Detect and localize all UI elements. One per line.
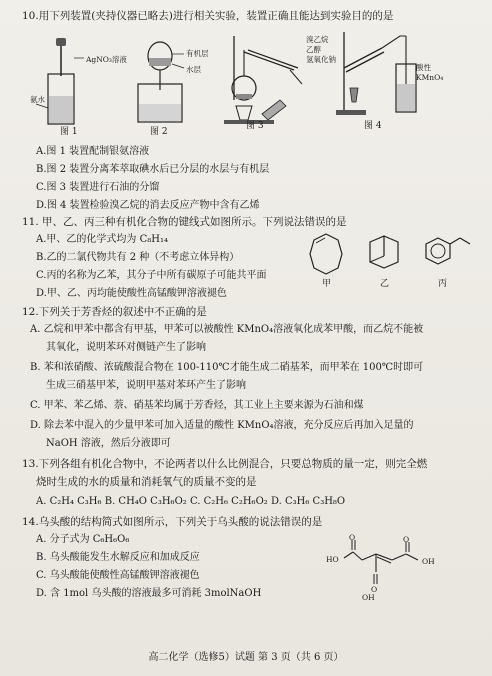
q10-option-d: D.图 4 装置检验溴乙烷的消去反应产物中含有乙烯: [36, 200, 260, 211]
q10-option-c: C.图 3 装置进行石油的分馏: [36, 182, 160, 193]
q11-option-a: A.甲、乙的化学式均为 C₈H₁₄: [36, 234, 168, 245]
figure-2: [128, 34, 198, 126]
page-footer: 高二化学（选修5）试题 第 3 页（共 6 页）: [148, 652, 344, 663]
q10-option-a: A.图 1 装置配制银氨溶液: [36, 146, 150, 157]
q10-option-b: B.图 2 装置分离苯萃取碘水后已分层的水层与有机层: [36, 164, 270, 175]
q12-line-d2: NaOH 溶液，然后分液即可: [46, 438, 171, 449]
fig3-reagent3-label: 氢氧化钠: [306, 55, 336, 64]
q11-stem: 11. 甲、乙、丙三种有机化合物的键线式如图所示。下列说法错误的是: [22, 216, 347, 228]
figure-1: [28, 36, 108, 126]
caption-fig-1: 图 1: [60, 127, 78, 137]
fig4-kmno4-label: 酸性: [416, 63, 431, 72]
q11-option-b: B.乙的二氯代物共有 2 种（不考虑立体异构）: [36, 252, 240, 263]
fig3-reagent-label: 溴乙烷: [306, 35, 329, 44]
q12-line-c: C. 甲苯、苯乙烯、萘、硝基苯均属于芳香烃，其工业上主要来源为石油和煤: [30, 400, 364, 411]
struct-label-bing: 丙: [438, 279, 448, 289]
q11-option-c: C.丙的名称为乙苯，其分子中所有碳原子可能共平面: [36, 270, 267, 281]
struct-label-yi: 乙: [380, 279, 390, 289]
q14-option-a: A. 分子式为 C₆H₆O₆: [36, 534, 130, 545]
caption-fig-3: 图 3: [246, 121, 264, 131]
fig1-agno3-label: AgNO₃溶液: [86, 55, 127, 64]
q12-line-b1: B. 苯和浓硝酸、浓硫酸混合物在 100-110℃才能生成二硝基苯，而甲苯在 100℃时即可: [30, 362, 424, 373]
q13-stem-line2: 烧时生成的水的质量和消耗氧气的质量不变的是: [36, 476, 257, 488]
q12-line-d1: D. 除去苯中混入的少量甲苯可加入适量的酸性 KMnO₄溶液，充分反应后再加入足量的: [30, 420, 414, 431]
caption-fig-4: 图 4: [364, 121, 382, 131]
q14-option-c: C. 乌头酸能使酸性高锰酸钾溶液褪色: [36, 570, 200, 581]
q11-option-d: D.甲、乙、丙均能使酸性高锰酸钾溶液褪色: [36, 288, 227, 299]
q12-line-a2: 其氧化，说明苯环对侧链产生了影响: [46, 342, 206, 353]
fig3-reagent2-label: 乙醇: [306, 45, 321, 54]
q14-atom-oh1: OH: [422, 557, 435, 566]
q10-stem: 10.用下列装置(夹持仪器已略去)进行相关实验，装置正确且能达到实验目的的是: [22, 10, 394, 22]
q14-atom-o2: O: [403, 535, 410, 544]
q14-stem: 14.乌头酸的结构简式如图所示，下列关于乌头酸的说法错误的是: [22, 516, 323, 528]
struct-label-jia: 甲: [322, 279, 332, 289]
q14-option-b: B. 乌头酸能发生水解反应和加成反应: [36, 552, 200, 563]
q14-atom-oh2: OH: [362, 593, 375, 602]
fig4-kmno4b-label: KMnO₄: [416, 73, 444, 82]
fig2-organic-label: 有机层: [186, 49, 209, 58]
q13-options: A. C₂H₄ C₃H₆ B. CH₄O C₃H₆O₂ C. C₂H₆ C₂H₆O₂ D. C₃H₆ C₃H₈O: [36, 496, 346, 507]
fig1-ammonia-label: 氨水: [30, 95, 45, 104]
q14-atom-ho: HO: [326, 555, 339, 564]
q12-line-a1: A. 乙烷和甲苯中都含有甲基，甲苯可以被酸性 KMnO₄溶液氧化成苯甲酸，而乙烷不能被: [30, 324, 424, 335]
caption-fig-2: 图 2: [150, 127, 168, 137]
q13-stem-line1: 13.下列各组有机化合物中，不论两者以什么比例混合，只要总物质的量一定，则完全燃: [22, 458, 428, 470]
fig2-water-label: 水层: [186, 65, 201, 74]
figure-4: [330, 28, 430, 120]
q14-option-d: D. 含 1mol 乌头酸的溶液最多可消耗 3molNaOH: [36, 588, 262, 599]
q14-atom-o3: O: [371, 585, 378, 594]
q14-atom-o1: O: [349, 533, 356, 542]
q12-line-b2: 生成三硝基甲苯，说明甲基对苯环产生了影响: [46, 380, 246, 391]
q12-stem: 12.下列关于芳香烃的叙述中不正确的是: [22, 306, 207, 318]
